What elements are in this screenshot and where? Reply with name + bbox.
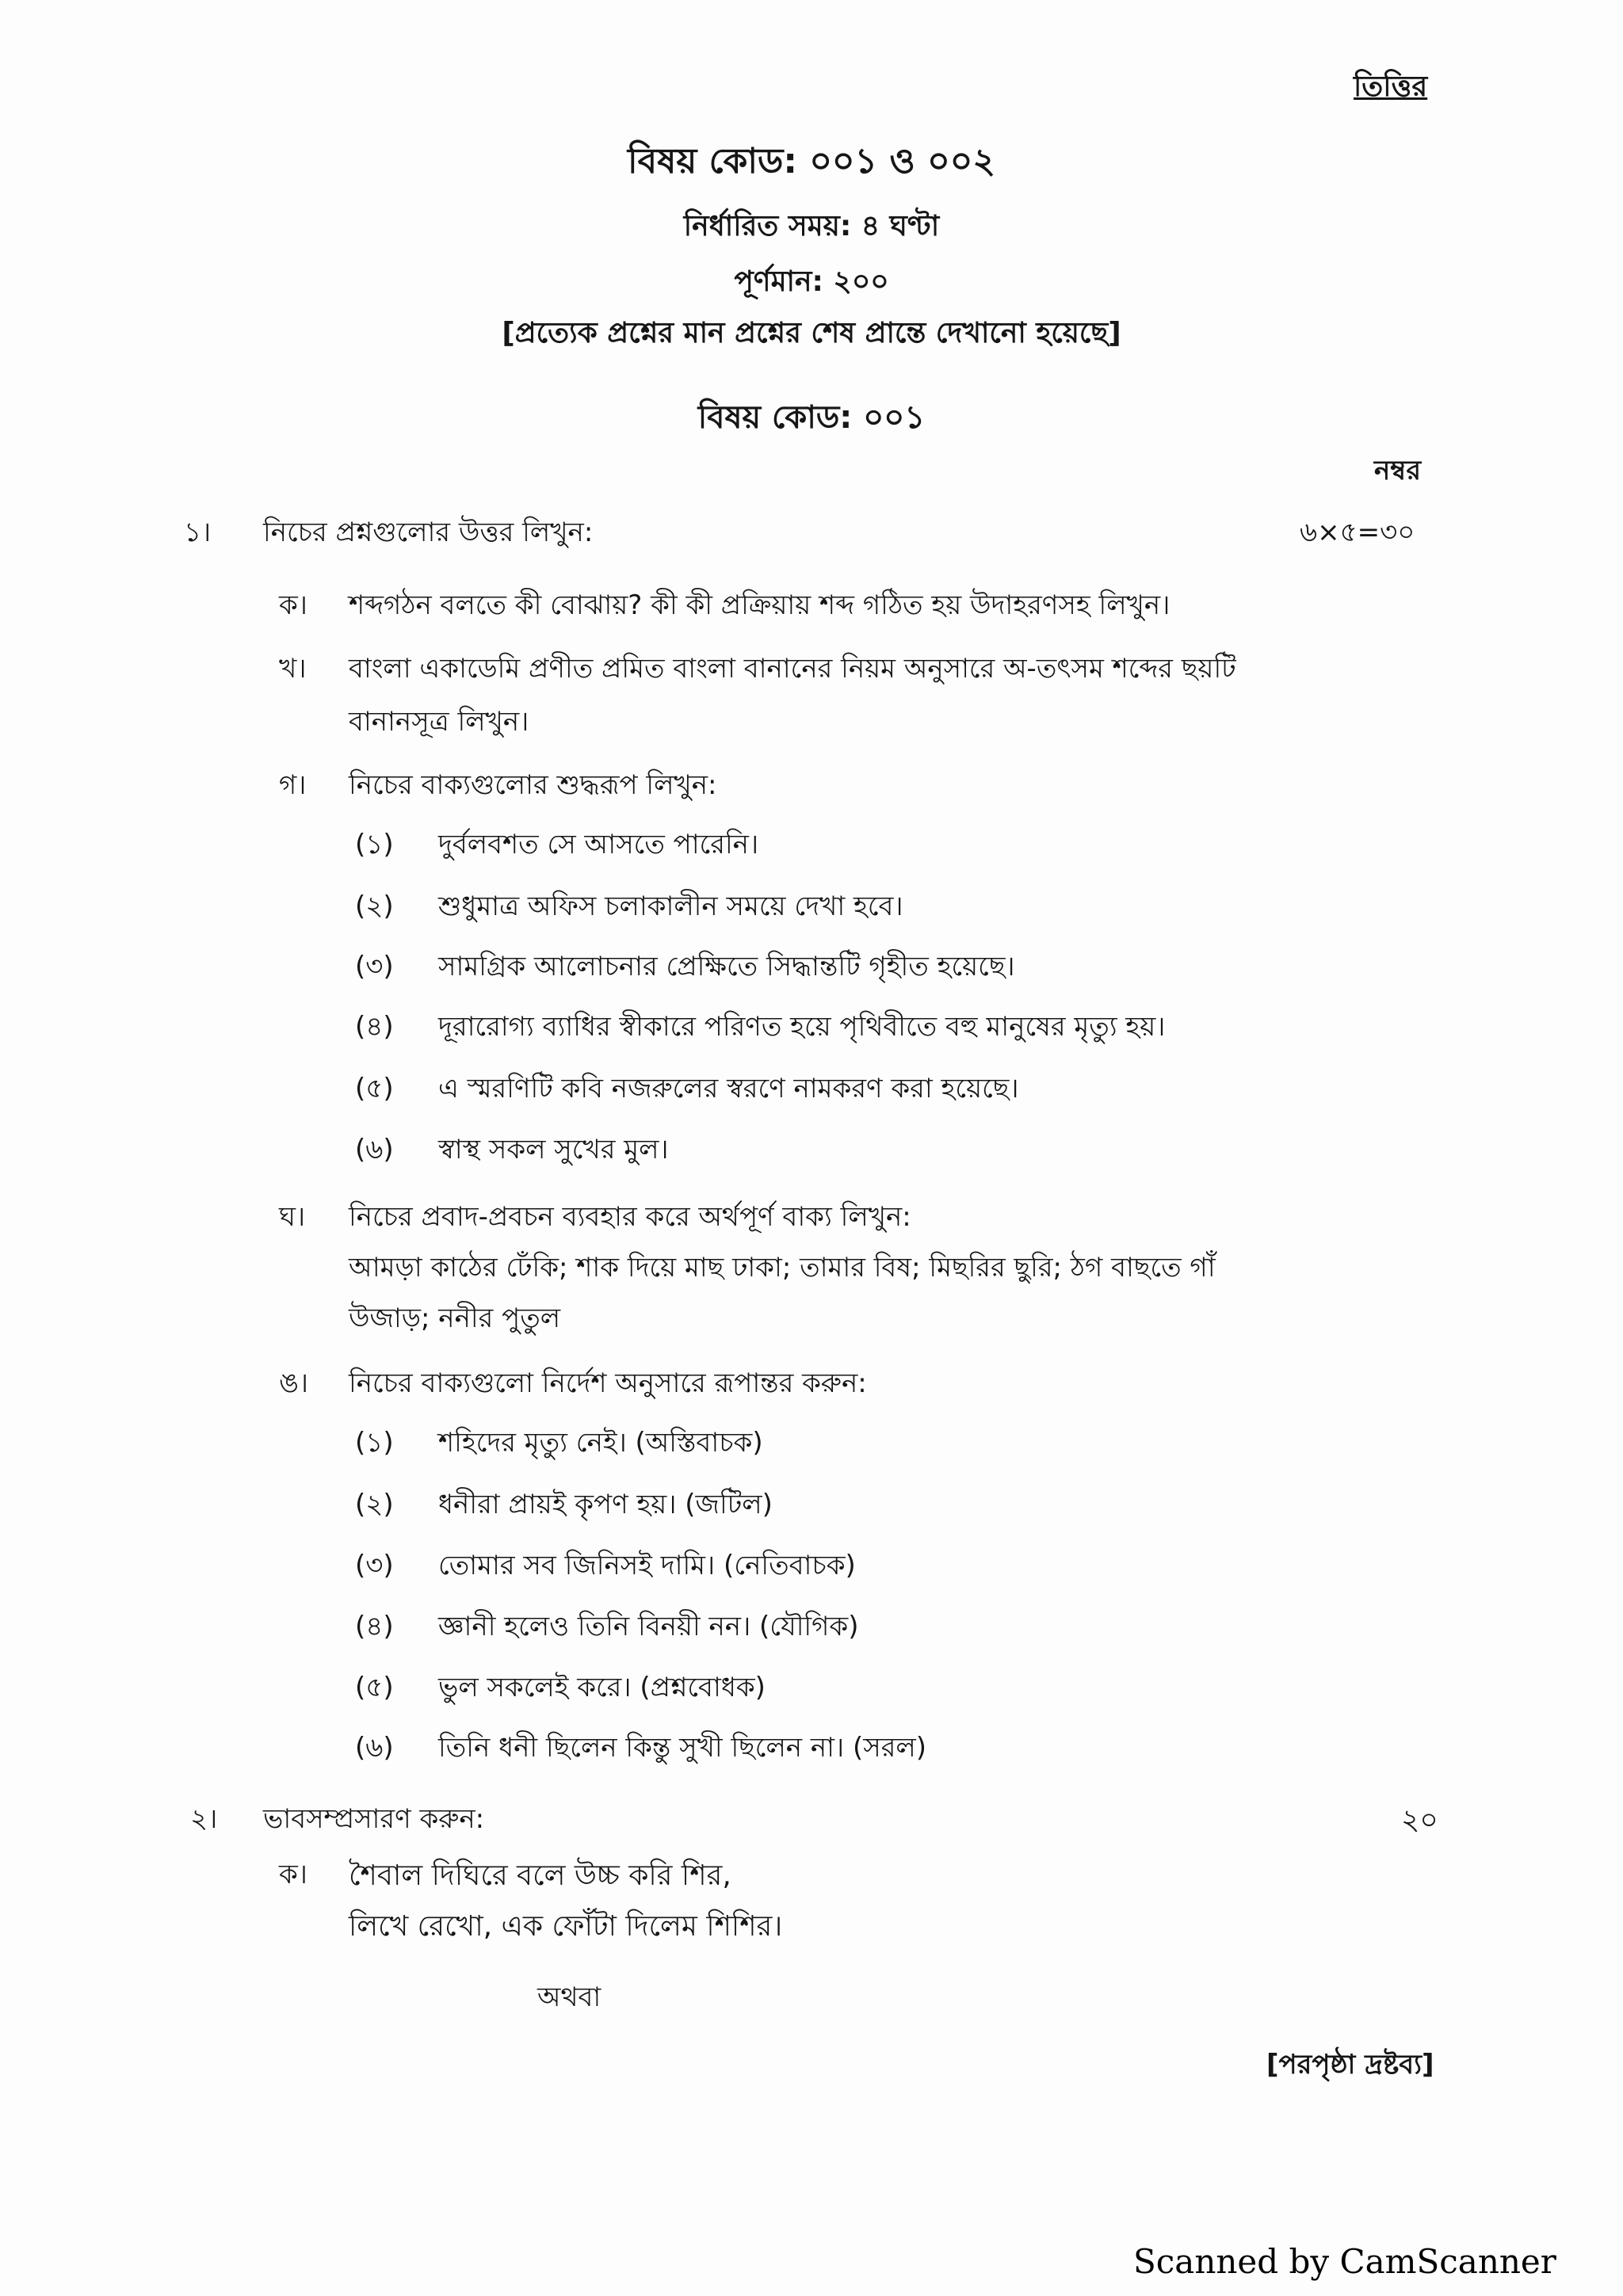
q1-uma-item (355, 1422, 763, 1467)
section-code: বিষয় কোড: ০০১ (697, 399, 926, 436)
q1-ga-item (355, 1068, 1019, 1113)
q1-uma-item (355, 1606, 858, 1651)
question-2-marks: ২০ (1401, 1804, 1438, 1836)
q1-ga-item (355, 824, 758, 869)
item-number: (২) (355, 1489, 394, 1520)
item-text: জ্ঞানী হলেও তিনি বিনয়ী নন। (যৌগিক) (438, 1611, 859, 1642)
item-text: শহিদের মৃত্যু নেই। (অস্তিবাচক) (438, 1427, 763, 1459)
q1-gha-text: নিচের প্রবাদ-প্রবচন ব্যবহার করে অর্থপূর্ণ বাক্য লিখুন: (349, 1201, 911, 1233)
item-number: (৬) (355, 1134, 394, 1165)
corner-label: তিত্তির (1354, 71, 1428, 103)
item-number: (৩) (355, 951, 394, 982)
full-marks: পূর্ণমান: ২০০ (734, 265, 889, 298)
item-text: স্বাস্থ সকল সুখের মুল। (438, 1134, 669, 1165)
item-number: (৪) (355, 1611, 394, 1642)
item-number: (৫) (355, 1672, 394, 1703)
q1-uma-item (355, 1727, 926, 1772)
item-text: শুধুমাত্র অফিস চলাকালীন সময়ে দেখা হবে। (438, 891, 903, 922)
q1-ga-item (355, 1006, 1165, 1051)
item-number: (১) (355, 829, 394, 860)
question-1-number: ১। (184, 517, 212, 548)
q1-ga-item (355, 886, 903, 931)
marks-column-heading: নম্বর (1374, 455, 1422, 486)
q1-kha-line-1: বাংলা একাডেমি প্রণীত প্রমিত বাংলা বানানের নিয়ম অনুসারে অ-তৎসম শব্দের ছয়টি (349, 653, 1236, 685)
q2-ka-label: ক। (279, 1859, 307, 1890)
q1-ga-text: নিচের বাক্যগুলোর শুদ্ধরূপ লিখুন: (349, 769, 717, 801)
item-number: (৩) (355, 1550, 394, 1581)
subject-codes-heading: বিষয় কোড: ০০১ ও ০০২ (628, 141, 995, 181)
q1-uma-text: নিচের বাক্যগুলো নির্দেশ অনুসারে রূপান্তর করুন: (349, 1367, 867, 1399)
q1-kha-label: খ। (279, 653, 307, 685)
q1-uma-item (355, 1545, 856, 1590)
q1-ga-label: গ। (279, 769, 307, 801)
q1-gha-proverbs-line-2: উজাড়; ননীর পুতুল (349, 1302, 561, 1334)
question-1-text: নিচের প্রশ্নগুলোর উত্তর লিখুন: (263, 517, 594, 548)
item-number: (৪) (355, 1011, 394, 1043)
item-number: (২) (355, 891, 394, 922)
q1-gha-label: ঘ। (279, 1201, 306, 1233)
q1-ka-text: শব্দগঠন বলতে কী বোঝায়? কী কী প্রক্রিয়ায় শব্দ গঠিত হয় উদাহরণসহ লিখুন। (349, 589, 1170, 621)
scanner-watermark: Scanned by CamScanner (1133, 2242, 1556, 2281)
q1-ga-item (355, 1129, 669, 1174)
q2-ka-line-2: লিখে রেখো, এক ফোঁটা দিলেম শিশির। (349, 1910, 783, 1943)
question-2-text: ভাবসম্প্রসারণ করুন: (263, 1803, 485, 1835)
q1-ka-label: ক। (279, 589, 307, 621)
next-page-note: [পরপৃষ্ঠা দ্রষ্টব্য] (1266, 2049, 1434, 2081)
q1-gha-proverbs-line-1: আমড়া কাঠের ঢেঁকি; শাক দিয়ে মাছ ঢাকা; তামার বিষ; মিছরির ছুরি; ঠগ বাছতে গাঁ (349, 1252, 1216, 1283)
q1-uma-item (355, 1667, 766, 1712)
question-2-number: ২। (190, 1803, 218, 1835)
item-number: (১) (355, 1427, 394, 1459)
item-number: (৬) (355, 1732, 394, 1764)
item-text: দুর্বলবশত সে আসতে পারেনি। (438, 829, 759, 860)
or-separator: অথবা (537, 1981, 601, 2013)
item-text: এ স্মরণিটি কবি নজরুলের স্বরণে নামকরণ করা হয়েছে। (438, 1073, 1019, 1104)
item-number: (৫) (355, 1073, 394, 1104)
item-text: তিনি ধনী ছিলেন কিন্তু সুখী ছিলেন না। (সরল) (438, 1732, 927, 1764)
q1-ga-item (355, 946, 1015, 991)
marks-note: [প্রত্যেক প্রশ্নের মান প্রশ্নের শেষ প্রান্তে দেখানো হয়েছে] (502, 317, 1121, 349)
item-text: তোমার সব জিনিসই দামি। (নেতিবাচক) (438, 1550, 856, 1581)
q1-uma-label: ঙ। (279, 1367, 309, 1399)
q1-uma-item (355, 1484, 773, 1529)
q1-kha-line-2: বানানসূত্র লিখুন। (349, 706, 529, 738)
exam-time: নির্ধারিত সময়: ৪ ঘণ্টা (683, 210, 940, 242)
item-text: সামগ্রিক আলোচনার প্রেক্ষিতে সিদ্ধান্তটি গৃহীত হয়েছে। (438, 951, 1015, 982)
item-text: ভুল সকলেই করে। (প্রশ্নবোধক) (438, 1672, 766, 1703)
item-text: ধনীরা প্রায়ই কৃপণ হয়। (জটিল) (438, 1489, 773, 1520)
item-text: দূরারোগ্য ব্যাধির স্বীকারে পরিণত হয়ে পৃথিবীতে বহু মানুষের মৃত্যু হয়। (438, 1011, 1166, 1043)
q2-ka-line-1: শৈবাল দিঘিরে বলে উচ্চ করি শির, (349, 1859, 731, 1892)
question-1-marks: ৬×৫=৩০ (1300, 517, 1415, 548)
